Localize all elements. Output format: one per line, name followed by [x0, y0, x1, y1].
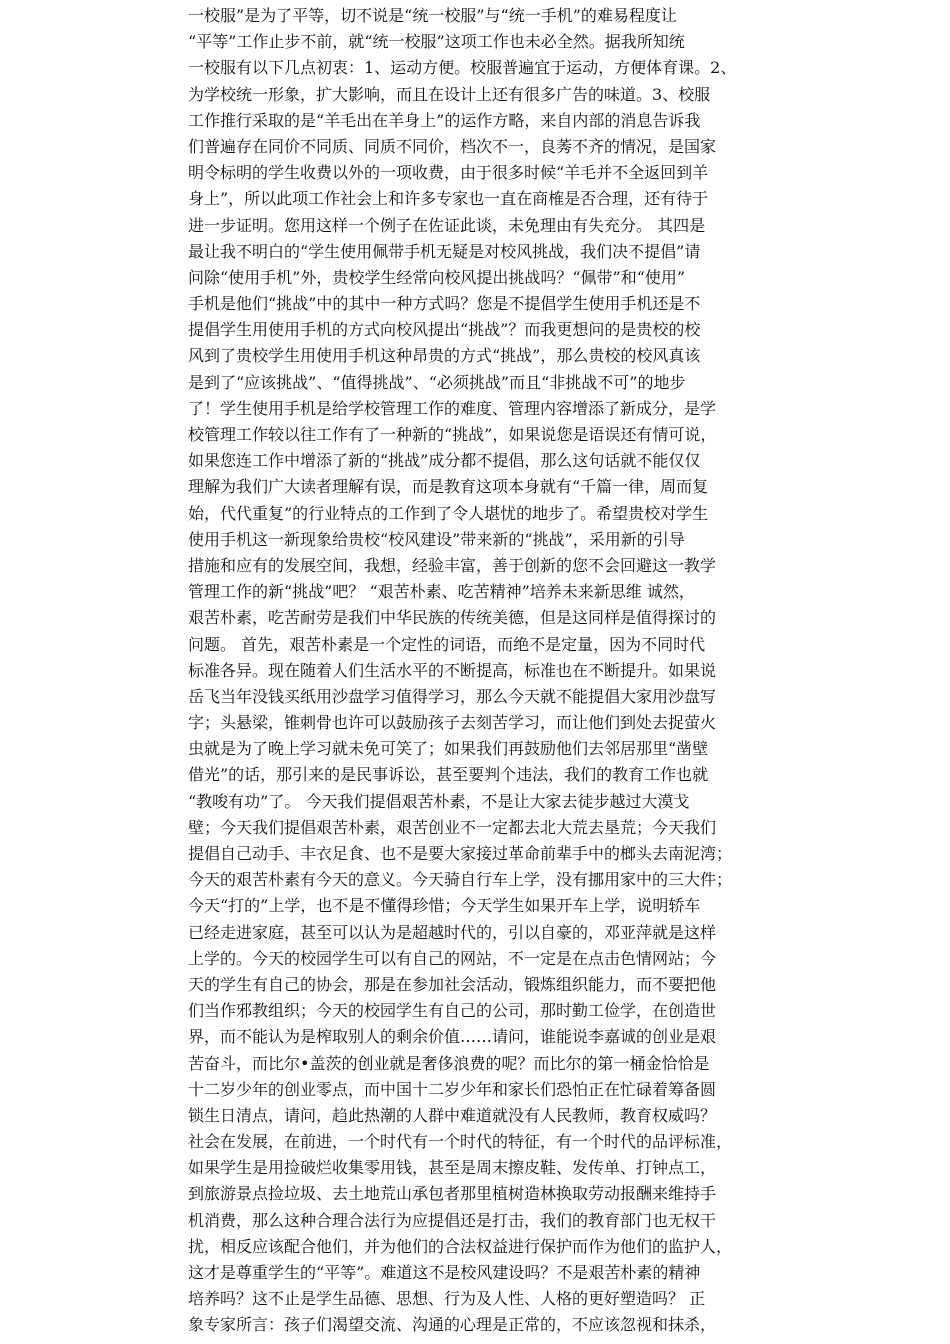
text-line: “教唆有功”了。 今天我们提倡艰苦朴素，不是让大家去徒步越过大漠戈 — [188, 791, 690, 811]
text-line: 社会在发展，在前进，一个时代有一个时代的特征，有一个时代的品评标准， — [188, 1132, 733, 1152]
text-line: 十二岁少年的创业零点，而中国十二岁少年和家长们恐怕正在忙碌着筹备圆 — [188, 1079, 717, 1099]
text-line: 为学校统一形象，扩大影响，而且在设计上还有很多广告的味道。3、校服 — [188, 84, 711, 104]
text-line: 身上”，所以此项工作社会上和许多专家也一直在商榷是否合理，还有待于 — [188, 189, 709, 209]
text-line: 问除“使用手机”外，贵校学生经常向校风提出挑战吗？“佩带”和“使用” — [188, 267, 686, 287]
text-line: 校管理工作较以往工作有了一种新的“挑战”，如果说您是语误还有情可说， — [188, 425, 717, 444]
text-line: “平等”工作止步不前，就“统一校服”这项工作也未必全然。据我所知统 — [188, 32, 685, 52]
text-line: 标准各异。现在随着人们生活水平的不断提高，标准也在不断提升。如果说 — [188, 660, 717, 680]
text-line: 进一步证明。您用这样一个例子在佐证此谈，未免理由有失充分。 其四是 — [188, 215, 706, 235]
text-line: 一校服”是为了平等，切不说是“统一校服”与“统一手机”的难易程度让 — [188, 6, 677, 25]
text-line: 是到了“应该挑战”、“值得挑战”、“必须挑战”而且“非挑战不可”的地步 — [188, 372, 686, 392]
text-line: 措施和应有的发展空间，我想，经验丰富，善于创新的您不会回避这一教学 — [188, 555, 717, 575]
text-line: 始，代代重复”的行业特点的工作到了令人堪忧的地步了。希望贵校对学生 — [188, 503, 709, 523]
text-line: 风到了贵校学生用使用手机这种昂贵的方式“挑战”，那么贵校的校风真该 — [188, 346, 701, 366]
text-line: 锁生日清点，请问，趋此热潮的人群中难道就没有人民教师，教育权威吗？ — [188, 1105, 717, 1125]
text-line: 扰，相反应该配合他们，并为他们的合法权益进行保护而作为他们的监护人， — [188, 1236, 733, 1256]
text-line: 已经走进家庭，甚至可以认为是超越时代的，引以自豪的，邓亚萍就是这样 — [188, 922, 717, 942]
text-line: 一校服有以下几点初衷：1、运动方便。校服普遍宜于运动，方便体育课。2、 — [188, 58, 737, 78]
text-line: 如果学生是用捡破烂收集零用钱，甚至是周末擦皮鞋、发传单、打钟点工， — [188, 1158, 717, 1178]
text-line: 们当作邪教组织；今天的校园学生有自己的公司，那时勤工俭学，在创造世 — [188, 1001, 717, 1021]
text-line: 界，而不能认为是榨取别人的剩余价值……请问，谁能说李嘉诚的创业是艰 — [188, 1027, 717, 1047]
text-line: 使用手机这一新现象给贵校“校风建设”带来新的“挑战”，采用新的引导 — [188, 529, 685, 549]
text-line: 们普遍存在同价不同质、同质不同价，档次不一，良莠不齐的情况，是国家 — [188, 136, 717, 156]
text-line: 上学的。今天的校园学生可以有自己的网站，不一定是在点击色情网站；今 — [188, 948, 717, 968]
text-line: 这才是尊重学生的“平等”。难道这不是校风建设吗？不是艰苦朴素的精神 — [188, 1263, 701, 1282]
text-line: 天的学生有自己的协会，那是在参加社会活动，锻炼组织能力，而不要把他 — [188, 974, 717, 994]
text-line: 管理工作的新“挑战”吧？ “艰苦朴素、吃苦精神”培养未来新思维 诚然， — [188, 582, 695, 602]
text-line: 象专家所言：孩子们渴望交流、沟通的心理是正常的，不应该忽视和抹杀， — [188, 1315, 717, 1335]
text-line: 培养吗？这不止是学生品德、思想、行为及人性、人格的更好塑造吗？ 正 — [188, 1289, 706, 1309]
text-line: 岳飞当年没钱买纸用沙盘学习值得学习，那么今天就不能提倡大家用沙盘写 — [188, 686, 717, 706]
text-line: 提倡自己动手、丰衣足食、也不是要大家接过革命前辈手中的榔头去南泥湾； — [188, 844, 733, 863]
text-line: 机消费，那么这种合理合法行为应提倡还是打击，我们的教育部门也无权干 — [188, 1210, 717, 1230]
text-line: 虫就是为了晚上学习就未免可笑了；如果我们再鼓励他们去邻居那里“凿壁 — [188, 739, 709, 759]
text-line: 明令标明的学生收费以外的一项收费，由于很多时候“羊毛并不全返回到羊 — [188, 163, 709, 183]
text-line: 问题。 首先，艰苦朴素是一个定性的词语，而绝不是定量，因为不同时代 — [188, 634, 706, 654]
text-line: 壁；今天我们提倡艰苦朴素，艰苦创业不一定都去北大荒去垦荒；今天我们 — [188, 817, 717, 837]
text-line: 借光”的话，那引来的是民事诉讼，甚至要判个违法，我们的教育工作也就 — [188, 765, 709, 785]
text-line: 如果您连工作中增添了新的“挑战”成分都不提倡，那么这句话就不能仅仅 — [188, 451, 701, 471]
text-line: 到旅游景点捡垃圾、去土地荒山承包者那里植树造林换取劳动报酬来维持手 — [188, 1184, 717, 1204]
body-text — [188, 3, 748, 1339]
text-line: 手机是他们“挑战”中的其中一种方式吗？您是不提倡学生使用手机还是不 — [188, 294, 701, 314]
text-line: 字；头悬梁，锥刺骨也许可以鼓励孩子去刻苦学习，而让他们到处去捉萤火 — [188, 713, 717, 733]
text-line: 苦奋斗，而比尔•盖茨的创业就是奢侈浪费的呢？而比尔的第一桶金恰恰是 — [188, 1053, 710, 1073]
text-line: 工作推行采取的是“羊毛出在羊身上”的运作方略，来自内部的消息告诉我 — [188, 110, 701, 130]
text-line: 艰苦朴素，吃苦耐劳是我们中华民族的传统美德，但是这同样是值得探讨的 — [188, 608, 717, 628]
text-line: 今天“打的”上学，也不是不懂得珍惜；今天学生如果开车上学，说明轿车 — [188, 896, 701, 916]
text-line: 今天的艰苦朴素有今天的意义。今天骑自行车上学，没有挪用家中的三大件； — [188, 870, 733, 890]
text-line: 最让我不明白的“学生使用佩带手机无疑是对校风挑战，我们决不提倡”请 — [188, 241, 701, 261]
text-line: 理解为我们广大读者理解有误，而是教育这项本身就有“千篇一律，周而复 — [188, 477, 709, 497]
text-line: 提倡学生用使用手机的方式向校风提出“挑战”？而我更想问的是贵校的校 — [188, 320, 701, 340]
text-line: 了！学生使用手机是给学校管理工作的难度、管理内容增添了新成分，是学 — [188, 398, 717, 418]
